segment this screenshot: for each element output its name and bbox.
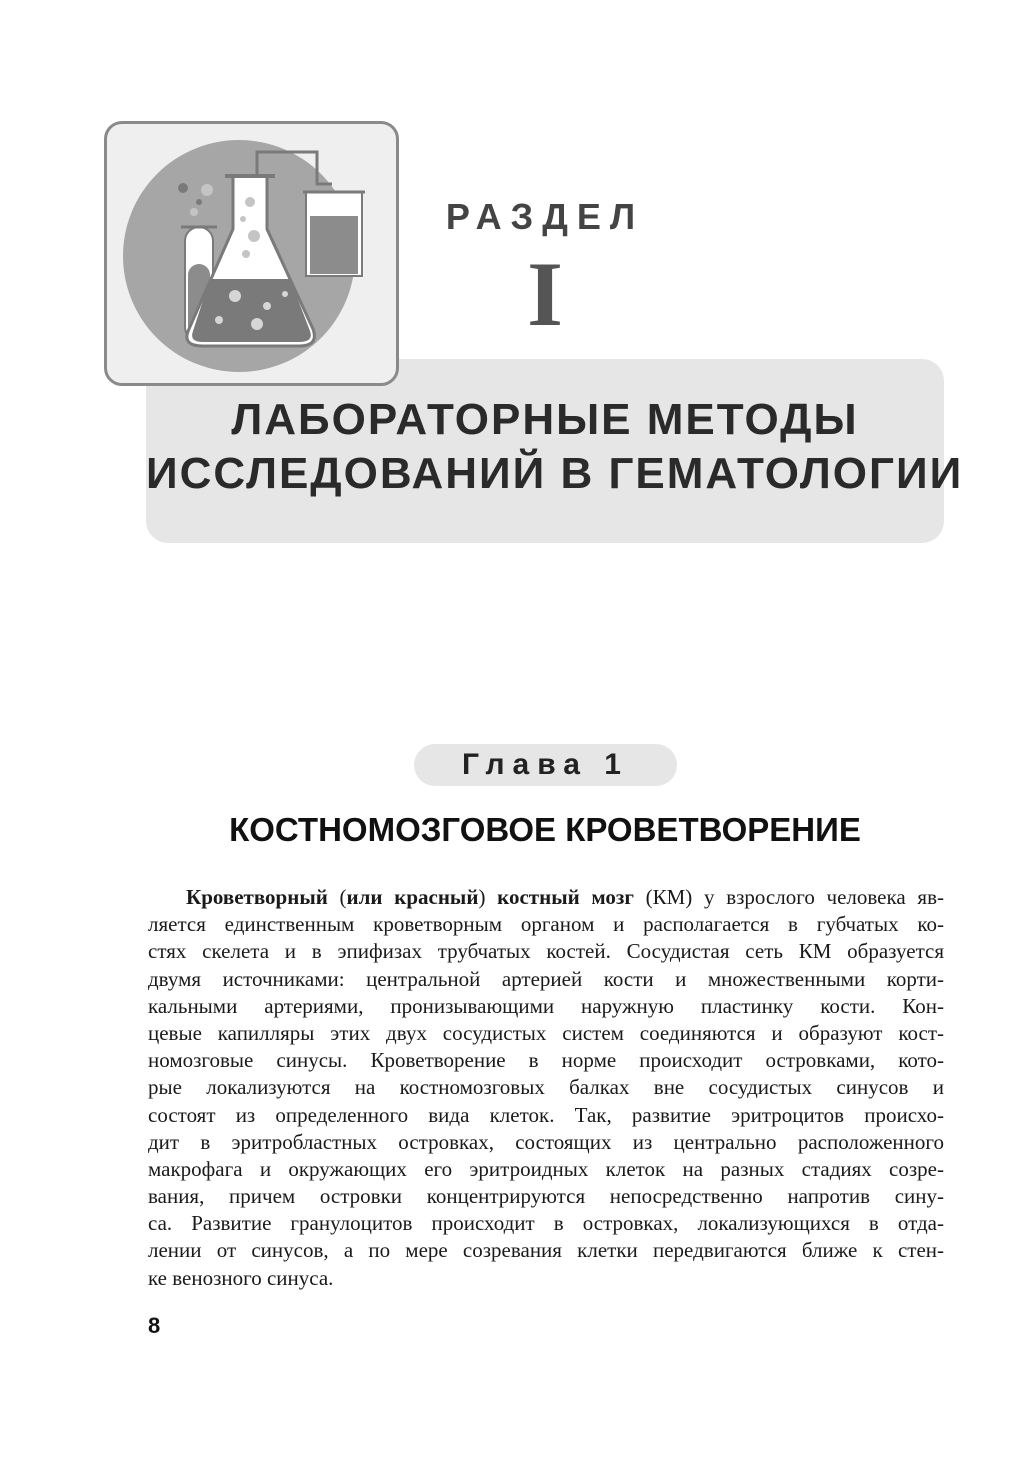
body-line: рые локализуются на костномозговых балках вне сосудистых синусов и [148,1075,944,1100]
chapter-label: Глава 1 [414,744,677,786]
page-number: 8 [148,1313,161,1338]
section-label: РАЗДЕЛ [445,196,645,237]
chapter-title: КОСТНОМОЗГОВОЕ КРОВЕТВОРЕНИЕ [229,811,861,848]
term-bold: Кроветворный [186,885,328,909]
body-line: цевые капилляры этих двух сосудистых систем соединяются и образуют кост- [148,1020,944,1045]
body-line: ке венозного синуса. [148,1265,334,1290]
body-line: лении от синусов, а по мере созревания клетки передвигаются ближе к стен- [148,1238,944,1263]
body-line: са. Развитие гранулоцитов происходит в островках, локализующихся в отда- [148,1211,944,1236]
body-line: состоят из определенного вида клеток. Так, развитие эритроцитов происхо- [148,1102,944,1127]
body-line: макрофага и окружающих его эритроидных клеток на разных стадиях созре- [148,1156,944,1181]
body-line: ляется единственным кроветворным органом и располагается в губчатых ко- [148,912,944,937]
section-title-line: ЛАБОРАТОРНЫЕ МЕТОДЫ [231,395,859,444]
body-line: номозговые синусы. Кроветворение в норме происходит островками, кото- [148,1048,944,1073]
term-bold: костный мозг [497,885,634,909]
section-title [146,393,964,501]
body-paragraph [148,884,944,1292]
body-line: стях скелета и в эпифизах трубчатых костей. Сосудистая сеть КМ образуется [148,939,944,964]
term-bold: или красный [346,885,479,909]
body-line: Кроветворный (или красный) костный мозг (КМ) у взрослого человека яв- [186,885,944,909]
body-line: вания, причем островки концентрируются непосредственно напротив сину- [148,1184,944,1209]
lab-glassware-icon [104,121,399,386]
body-line: двумя источниками: центральной артерией кости и множественными корти- [148,966,944,991]
section-number: I [527,243,563,345]
body-line: дит в эритробластных островках, состоящих из центрально расположенного [148,1129,944,1154]
section-title-line: ИССЛЕДОВАНИЙ В ГЕМАТОЛОГИИ [146,449,964,498]
body-line: кальными артериями, пронизывающими наружную пластинку кости. Кон- [148,993,944,1018]
